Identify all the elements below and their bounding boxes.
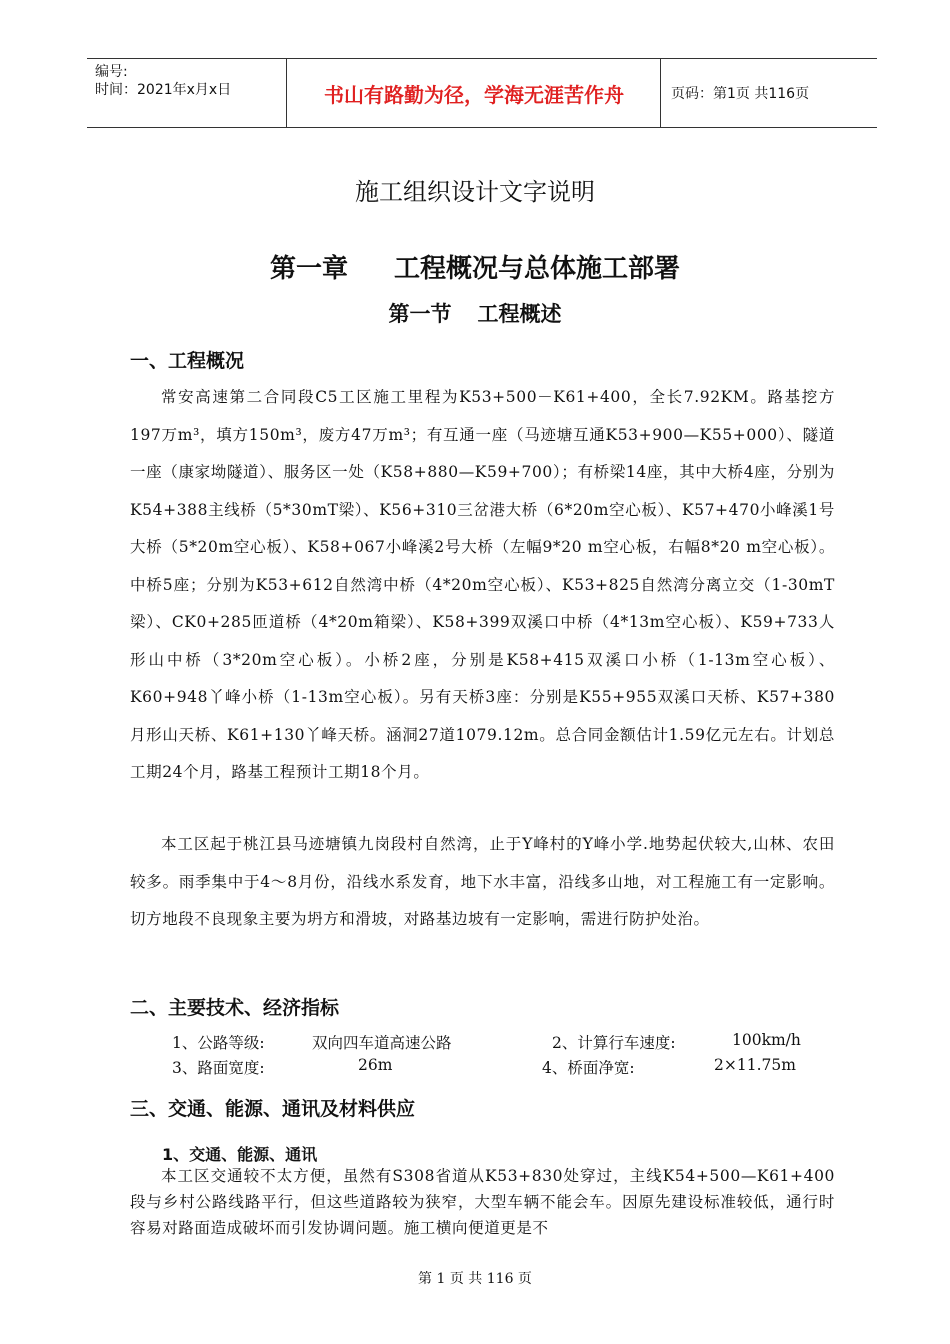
paragraph-transport-1: 本工区交通较不太方便，虽然有S308省道从K53+830处穿过，主线K54+500—K61+400段与乡村公路线路平行，但这些道路较为狭窄，大型车辆不能会车。因原先建设标准较低，通行时容易对路面造成破坏而引发协调问题。施工横向便道更是不 <box>130 1167 835 1237</box>
header-table <box>87 58 877 128</box>
heading-tech-indicators: 二、主要技术、经济指标 <box>130 997 340 1019</box>
spec-label: 4、桥面净宽: <box>542 1059 635 1077</box>
section-title <box>0 298 950 328</box>
time-label: 时间：2021年x月x日 <box>95 82 232 98</box>
document-title: 施工组织设计文字说明 <box>355 178 595 206</box>
page-footer: 第 1 页 共 116 页 <box>418 1271 532 1287</box>
spec-value: 26m <box>358 1056 393 1074</box>
section-name: 工程概述 <box>477 302 562 326</box>
spec-label: 2、计算行车速度: <box>552 1034 676 1052</box>
section-number: 第一节 <box>388 302 452 326</box>
spec-label: 1、公路等级: <box>172 1034 265 1052</box>
subheading-transport: 1、交通、能源、通讯 <box>162 1145 318 1164</box>
header-meta-cell <box>87 59 287 127</box>
spec-value: 100km/h <box>732 1031 801 1049</box>
paragraph-overview-2: 本工区起于桃江县马迹塘镇九岗段村自然湾，止于Y峰村的Y峰小学.地势起伏较大,山林、农田较多。雨季集中于4～8月份，沿线水系发育，地下水丰富，沿线多山地，对工程施工有一定影响。切方地段不良现象主要为坍方和滑坡，对路基边坡有一定影响，需进行防护处治。 <box>130 835 835 928</box>
chapter-number: 第一章 <box>269 254 348 284</box>
chapter-title <box>0 248 950 285</box>
spec-value: 双向四车道高速公路 <box>312 1034 452 1052</box>
spec-label: 3、路面宽度: <box>172 1059 265 1077</box>
page-info: 页码：第1页 共116页 <box>671 86 810 102</box>
heading-overview: 一、工程概况 <box>130 350 245 372</box>
spec-value: 2×11.75m <box>714 1056 796 1074</box>
paragraph-overview-1: 常安高速第二合同段C5工区施工里程为K53+500－K61+400，全长7.92KM。路基挖方197万m³，填方150m³，废方47万m³；有互通一座（马迹塘互通K53+900—K55+000）、隧道一座（康家坳隧道）、服务区一处（K58+880—K59+700）；有桥梁14座，其中大桥4座，分别为K54+388主线桥（5*30mT梁）、K56+310三岔港大桥（6*20m空心板）、K57+470小峰溪1号大桥（5*20m空心板）、K58+067小峰溪2号大桥（左幅9*20 m空心板，右幅8*20 m空心板）。中桥5座；分别为K53+612自然湾中桥（4*20m空心板）、K53+825自然湾分离立交（1-30mT梁）、CK0+285匝道桥（4*20m箱梁）、K58+399双溪口中桥（4*13m空心板）、K59+733人形山中桥（3*20m空心板）。小桥2座，分别是K58+415双溪口小桥（1-13m空心板）、K60+948丫峰小桥（1-13m空心板）。另有天桥3座：分别是K55+955双溪口天桥、K57+380月形山天桥、K61+130丫峰天桥。涵洞27道1079.12m。总合同金额估计1.59亿元左右。计划总工期24个月，路基工程预计工期18个月。 <box>130 388 835 781</box>
chapter-name: 工程概况与总体施工部署 <box>394 254 681 284</box>
motto: 书山有路勤为径，学海无涯苦作舟 <box>288 59 661 127</box>
heading-transport: 三、交通、能源、通讯及材料供应 <box>130 1098 416 1120</box>
code-label: 编号: <box>95 64 128 80</box>
